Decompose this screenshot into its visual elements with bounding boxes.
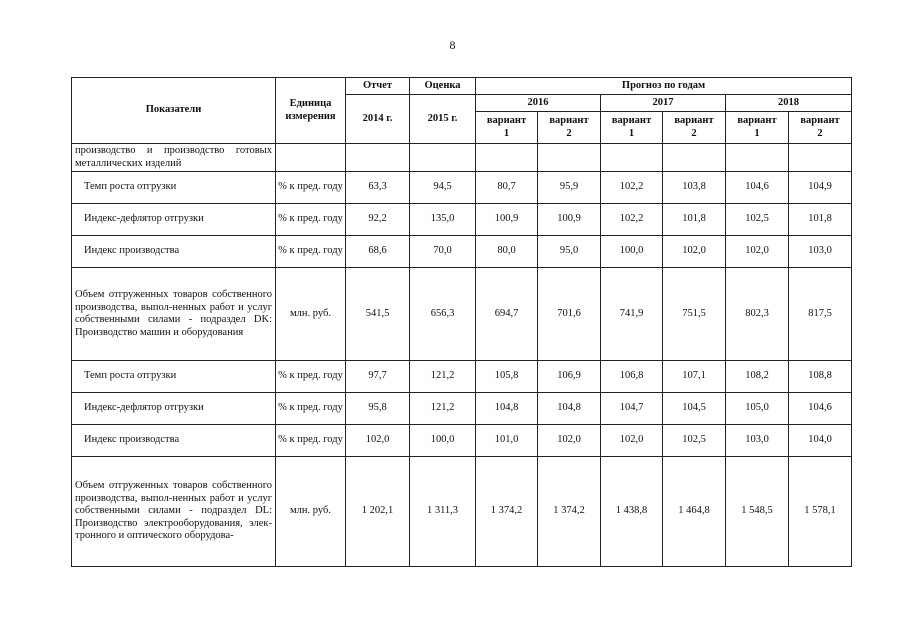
cell-value: 95,0 (538, 236, 601, 268)
row-unit: % к пред. году (276, 172, 346, 204)
cell-value: 1 438,8 (601, 457, 663, 567)
row-label: Темп роста отгрузки (72, 361, 276, 393)
table-row (72, 172, 852, 204)
header-forecast: Прогноз по годам (476, 78, 852, 95)
table-row (72, 457, 852, 567)
header-variant-1 (476, 112, 538, 144)
forecast-table (71, 77, 852, 567)
cell-value: 94,5 (410, 172, 476, 204)
cell-value: 104,0 (789, 425, 852, 457)
cell-value: 741,9 (601, 268, 663, 361)
table-row (72, 425, 852, 457)
row-label: Темп роста отгрузки (72, 172, 276, 204)
cell-value: 104,7 (601, 393, 663, 425)
cell-value (346, 144, 410, 172)
header-report: Отчет (346, 78, 410, 95)
table-row (72, 144, 852, 172)
header-variant-1 (601, 112, 663, 144)
cell-value: 701,6 (538, 268, 601, 361)
cell-value (601, 144, 663, 172)
cell-value: 68,6 (346, 236, 410, 268)
header-year-2015: 2015 г. (410, 95, 476, 144)
header-year-2014: 2014 г. (346, 95, 410, 144)
cell-value: 106,9 (538, 361, 601, 393)
variant-word: вариант (549, 115, 589, 126)
row-unit: млн. руб. (276, 268, 346, 361)
header-variant-1 (726, 112, 789, 144)
header-unit: Единица измерения (276, 78, 346, 144)
cell-value: 751,5 (663, 268, 726, 361)
cell-value: 108,2 (726, 361, 789, 393)
header-variant-2 (538, 112, 601, 144)
cell-value: 817,5 (789, 268, 852, 361)
cell-value: 1 464,8 (663, 457, 726, 567)
header-year-2017: 2017 (601, 95, 726, 112)
cell-value: 102,2 (601, 204, 663, 236)
table-row (72, 268, 852, 361)
cell-value: 541,5 (346, 268, 410, 361)
cell-value: 1 311,3 (410, 457, 476, 567)
cell-value: 102,2 (601, 172, 663, 204)
cell-value: 105,0 (726, 393, 789, 425)
cell-value: 100,0 (410, 425, 476, 457)
variant-number: 2 (566, 127, 572, 139)
cell-value (476, 144, 538, 172)
cell-value: 101,8 (663, 204, 726, 236)
cell-value: 1 202,1 (346, 457, 410, 567)
row-unit: млн. руб. (276, 457, 346, 567)
row-label: Индекс-дефлятор отгрузки (72, 204, 276, 236)
variant-word: вариант (737, 115, 777, 126)
cell-value: 102,5 (663, 425, 726, 457)
cell-value: 104,8 (538, 393, 601, 425)
cell-value: 100,0 (601, 236, 663, 268)
cell-value: 1 374,2 (538, 457, 601, 567)
page-number: 8 (449, 38, 456, 52)
cell-value: 102,0 (538, 425, 601, 457)
header-year-2016: 2016 (476, 95, 601, 112)
row-unit (276, 144, 346, 172)
cell-value: 103,0 (789, 236, 852, 268)
row-unit: % к пред. году (276, 393, 346, 425)
cell-value: 63,3 (346, 172, 410, 204)
cell-value (538, 144, 601, 172)
cell-value: 103,0 (726, 425, 789, 457)
cell-value: 80,0 (476, 236, 538, 268)
variant-word: вариант (486, 115, 527, 126)
header-variant-2 (663, 112, 726, 144)
row-unit: % к пред. году (276, 204, 346, 236)
cell-value: 102,0 (346, 425, 410, 457)
cell-value: 102,0 (663, 236, 726, 268)
cell-value: 802,3 (726, 268, 789, 361)
cell-value: 102,0 (726, 236, 789, 268)
cell-value: 101,8 (789, 204, 852, 236)
table-row (72, 361, 852, 393)
cell-value: 104,9 (789, 172, 852, 204)
cell-value: 694,7 (476, 268, 538, 361)
cell-value: 104,6 (726, 172, 789, 204)
row-label: Объем отгруженных товаров собственного производства, выпол-ненных работ и услуг собственными силами - подраздел DK: Производство машин и оборудования (72, 268, 276, 361)
cell-value: 104,5 (663, 393, 726, 425)
variant-word: вариант (611, 115, 652, 126)
variant-number: 1 (503, 127, 510, 139)
variant-word: вариант (800, 115, 840, 126)
cell-value: 105,8 (476, 361, 538, 393)
header-indicators: Показатели (72, 78, 276, 144)
table-row (72, 236, 852, 268)
cell-value: 104,6 (789, 393, 852, 425)
cell-value: 106,8 (601, 361, 663, 393)
cell-value: 100,9 (538, 204, 601, 236)
cell-value: 104,8 (476, 393, 538, 425)
table-row (72, 204, 852, 236)
row-unit: % к пред. году (276, 361, 346, 393)
variant-word: вариант (674, 115, 714, 126)
cell-value: 656,3 (410, 268, 476, 361)
header-variant-2 (789, 112, 852, 144)
cell-value: 95,8 (346, 393, 410, 425)
header-year-2018: 2018 (726, 95, 852, 112)
table-row (72, 393, 852, 425)
cell-value: 1 374,2 (476, 457, 538, 567)
row-label: Индекс производства (72, 425, 276, 457)
cell-value: 97,7 (346, 361, 410, 393)
cell-value: 107,1 (663, 361, 726, 393)
cell-value: 102,0 (601, 425, 663, 457)
row-label: производство и производство готовых металлических изделий (72, 144, 276, 172)
cell-value (726, 144, 789, 172)
row-label: Индекс-дефлятор отгрузки (72, 393, 276, 425)
cell-value (663, 144, 726, 172)
variant-number: 1 (628, 127, 635, 139)
variant-number: 1 (754, 127, 760, 139)
cell-value: 1 548,5 (726, 457, 789, 567)
cell-value: 95,9 (538, 172, 601, 204)
cell-value: 121,2 (410, 361, 476, 393)
cell-value (789, 144, 852, 172)
cell-value: 102,5 (726, 204, 789, 236)
cell-value: 1 578,1 (789, 457, 852, 567)
cell-value: 121,2 (410, 393, 476, 425)
row-label: Объем отгруженных товаров собственного производства, выпол-ненных работ и услуг собственными силами - подраздел DL: Производство электрооборудования, элек-тронного и оптического оборудова- (72, 457, 276, 567)
row-unit: % к пред. году (276, 236, 346, 268)
row-unit: % к пред. году (276, 425, 346, 457)
cell-value: 135,0 (410, 204, 476, 236)
cell-value (410, 144, 476, 172)
cell-value: 92,2 (346, 204, 410, 236)
cell-value: 103,8 (663, 172, 726, 204)
cell-value: 80,7 (476, 172, 538, 204)
variant-number: 2 (817, 127, 823, 139)
cell-value: 108,8 (789, 361, 852, 393)
cell-value: 100,9 (476, 204, 538, 236)
variant-number: 2 (691, 127, 697, 139)
cell-value: 70,0 (410, 236, 476, 268)
header-estimate: Оценка (410, 78, 476, 95)
row-label: Индекс производства (72, 236, 276, 268)
cell-value: 101,0 (476, 425, 538, 457)
